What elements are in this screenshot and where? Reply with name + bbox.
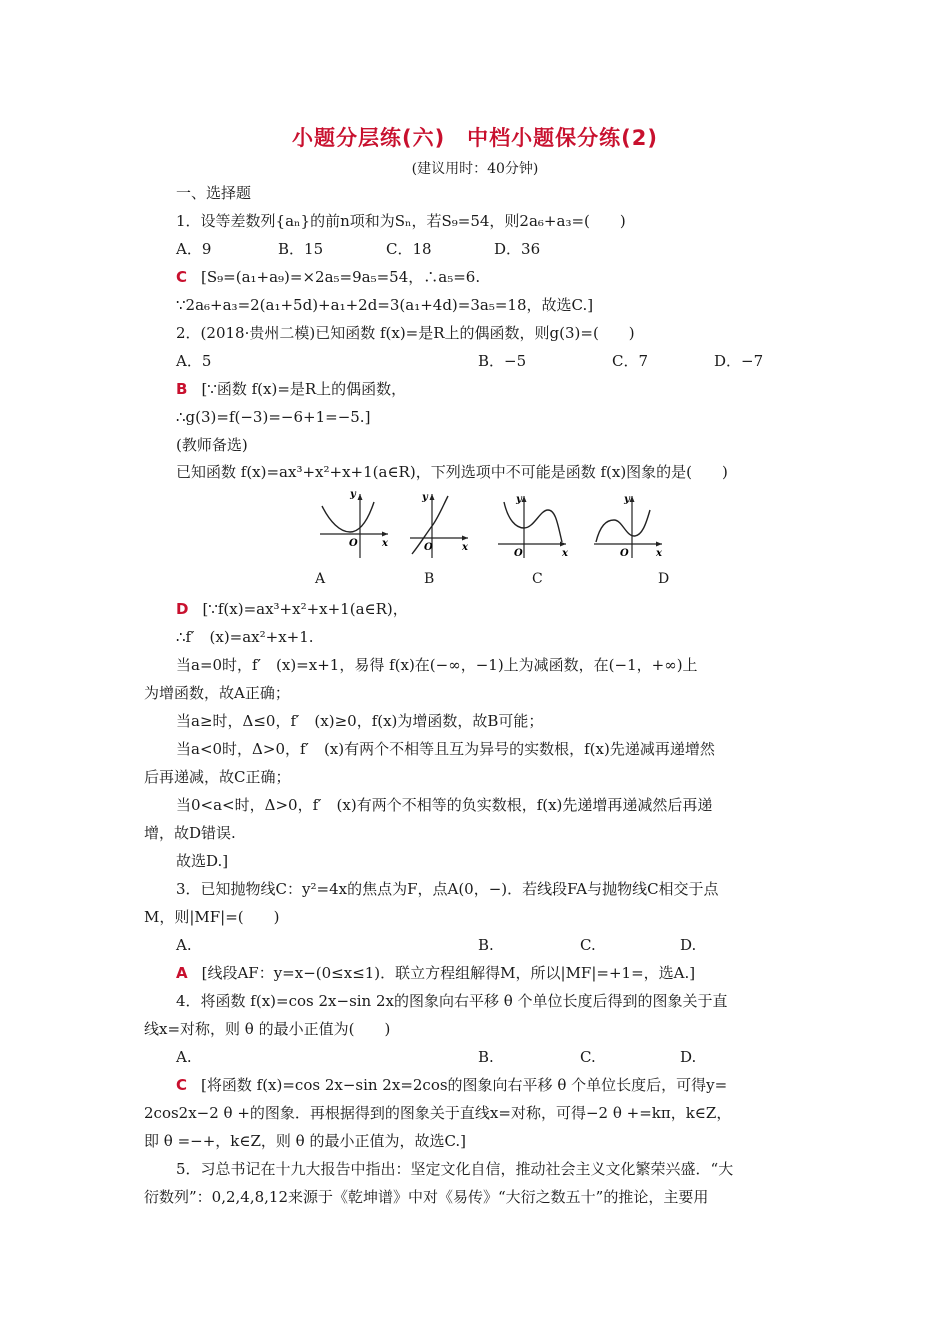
q4-solution-line3: 即 θ =−+，k∈Z，则 θ 的最小正值为，故选C.] (144, 1132, 467, 1150)
q3-option-a: A. (176, 936, 192, 954)
graph-a (316, 488, 396, 560)
graph-c-x-label: x (562, 548, 568, 559)
q1-option-d: D．36 (494, 240, 541, 258)
q3-answer: A (176, 964, 188, 982)
q5-stem-line1: 5．习总书记在十九大报告中指出：坚定文化自信，推动社会主义文化繁荣兴盛．“大 (176, 1160, 734, 1178)
graph-c-y-label: y (516, 494, 522, 505)
q2-solution-line1: [∵函数 f(x)=是R上的偶函数， (201, 380, 407, 398)
graph-d (590, 488, 670, 560)
q3-stem-line1: 3．已知抛物线C：y²=4x的焦点为F，点A(0，−)．若线段FA与抛物线C相交于点 (176, 880, 719, 898)
teacher-solution-line10: 故选D.] (176, 852, 229, 870)
q1-solution-line2: ∵2a₆+a₃=2(a₁+5d)+a₁+2d=3(a₁+4d)=3a₅=18，故选C.] (176, 296, 594, 314)
teacher-solution (176, 599, 408, 619)
q4-option-c: C. (580, 1048, 596, 1066)
q2-option-d: D．−7 (714, 352, 764, 370)
q3-solution-text: [线段AF：y=x−(0≤x≤1)．联立方程组解得M，所以|MF|=+1=，选A.] (201, 964, 696, 982)
graph-a-origin-label: O (349, 538, 358, 549)
q4-option-d: D. (680, 1048, 697, 1066)
q3-solution (176, 963, 695, 983)
graph-d-origin-label: O (620, 548, 629, 559)
teacher-solution-line3: 当a=0时，f′ (x)=x+1，易得 f(x)在(−∞，−1)上为减函数，在(−1，+∞)上 (176, 656, 698, 674)
q4-answer: C (176, 1076, 188, 1094)
q1-option-b: B．15 (278, 240, 324, 258)
q2-stem: 2．(2018·贵州二模)已知函数 f(x)=是R上的偶函数，则g(3)=( ) (176, 324, 635, 342)
graph-label-a: A (315, 571, 326, 587)
q4-stem-line1: 4．将函数 f(x)=cos 2x−sin 2x的图象向右平移 θ 个单位长度后得到的图象关于直 (176, 992, 728, 1010)
teacher-solution-line1: [∵f(x)=ax³+x²+x+1(a∈R)， (202, 600, 408, 618)
graph-label-b: B (424, 571, 435, 587)
graph-b (406, 488, 476, 560)
section-heading: 一、选择题 (176, 184, 252, 202)
q3-option-c: C. (580, 936, 596, 954)
teacher-solution-line8: 当0<a<时，Δ>0，f′ (x)有两个不相等的负实数根，f(x)先递增再递减然后再递 (176, 796, 713, 814)
graph-label-c: C (532, 571, 543, 587)
q1-stem: 1．设等差数列{aₙ}的前n项和为Sₙ，若S₉=54，则2a₆+a₃=( ) (176, 212, 626, 230)
graph-d-x-label: x (656, 548, 662, 559)
graph-label-d: D (658, 571, 670, 587)
teacher-label: (教师备选) (176, 436, 248, 454)
teacher-solution-line6: 当a<0时，Δ>0，f′ (x)有两个不相等且互为异号的实数根，f(x)先递减再递增然 (176, 740, 715, 758)
q2-answer: B (176, 380, 188, 398)
graph-a-x-label: x (382, 538, 388, 549)
q5-stem-line2: 衍数列”：0,2,4,8,12来源于《乾坤谱》中对《易传》“大衍之数五十”的推论，主要用 (144, 1188, 709, 1206)
q2-solution (176, 379, 406, 399)
q1-solution (176, 267, 480, 287)
q2-option-a: A．5 (176, 352, 212, 370)
graph-b-origin-label: O (424, 542, 433, 553)
q4-stem-line2: 线x=对称，则 θ 的最小正值为( ) (144, 1020, 391, 1038)
q1-option-a: A．9 (176, 240, 212, 258)
q2-solution-line2: ∴g(3)=f(−3)=−6+1=−5.] (176, 408, 371, 426)
graph-a-y-label: y (350, 489, 356, 500)
teacher-solution-line7: 后再递减，故C正确； (144, 768, 291, 786)
teacher-solution-line5: 当a≥时，Δ≤0，f′ (x)≥0，f(x)为增函数，故B可能； (176, 712, 544, 730)
page-title: 小题分层练(六) 中档小题保分练(2) (291, 126, 658, 150)
graph-d-y-label: y (624, 494, 630, 505)
q1-solution-line1: [S₉=(a₁+a₉)=×2a₅=9a₅=54，∴a₅=6. (201, 268, 481, 286)
q4-solution-line1: [将函数 f(x)=cos 2x−sin 2x=2cos的图象向右平移 θ 个单位长度后，可得y= (201, 1076, 728, 1094)
q4-option-b: B. (478, 1048, 494, 1066)
teacher-stem: 已知函数 f(x)=ax³+x²+x+1(a∈R)，下列选项中不可能是函数 f(x)图象的是( ) (176, 463, 728, 481)
q1-option-c: C．18 (386, 240, 432, 258)
q4-option-a: A. (176, 1048, 192, 1066)
teacher-solution-line2: ∴f′ (x)=ax²+x+1. (176, 628, 314, 646)
q2-option-c: C．7 (612, 352, 649, 370)
graph-c-origin-label: O (514, 548, 523, 559)
teacher-solution-line4: 为增函数，故A正确； (144, 684, 290, 702)
q3-option-d: D. (680, 936, 697, 954)
q3-option-b: B. (478, 936, 494, 954)
teacher-answer: D (176, 600, 189, 618)
q2-option-b: B．−5 (478, 352, 527, 370)
teacher-solution-line9: 增，故D错误. (144, 824, 236, 842)
page-subtitle: (建议用时：40分钟) (411, 161, 539, 177)
graph-b-y-label: y (422, 492, 428, 503)
graph-c (494, 488, 574, 560)
q4-solution (176, 1075, 727, 1095)
graph-b-x-label: x (462, 542, 468, 553)
q4-solution-line2: 2cos2x−2 θ +的图象．再根据得到的图象关于直线x=对称，可得−2 θ +=kπ，k∈Z， (144, 1104, 732, 1122)
q3-stem-line2: M，则|MF|=( ) (144, 908, 280, 926)
q1-answer: C (176, 268, 188, 286)
